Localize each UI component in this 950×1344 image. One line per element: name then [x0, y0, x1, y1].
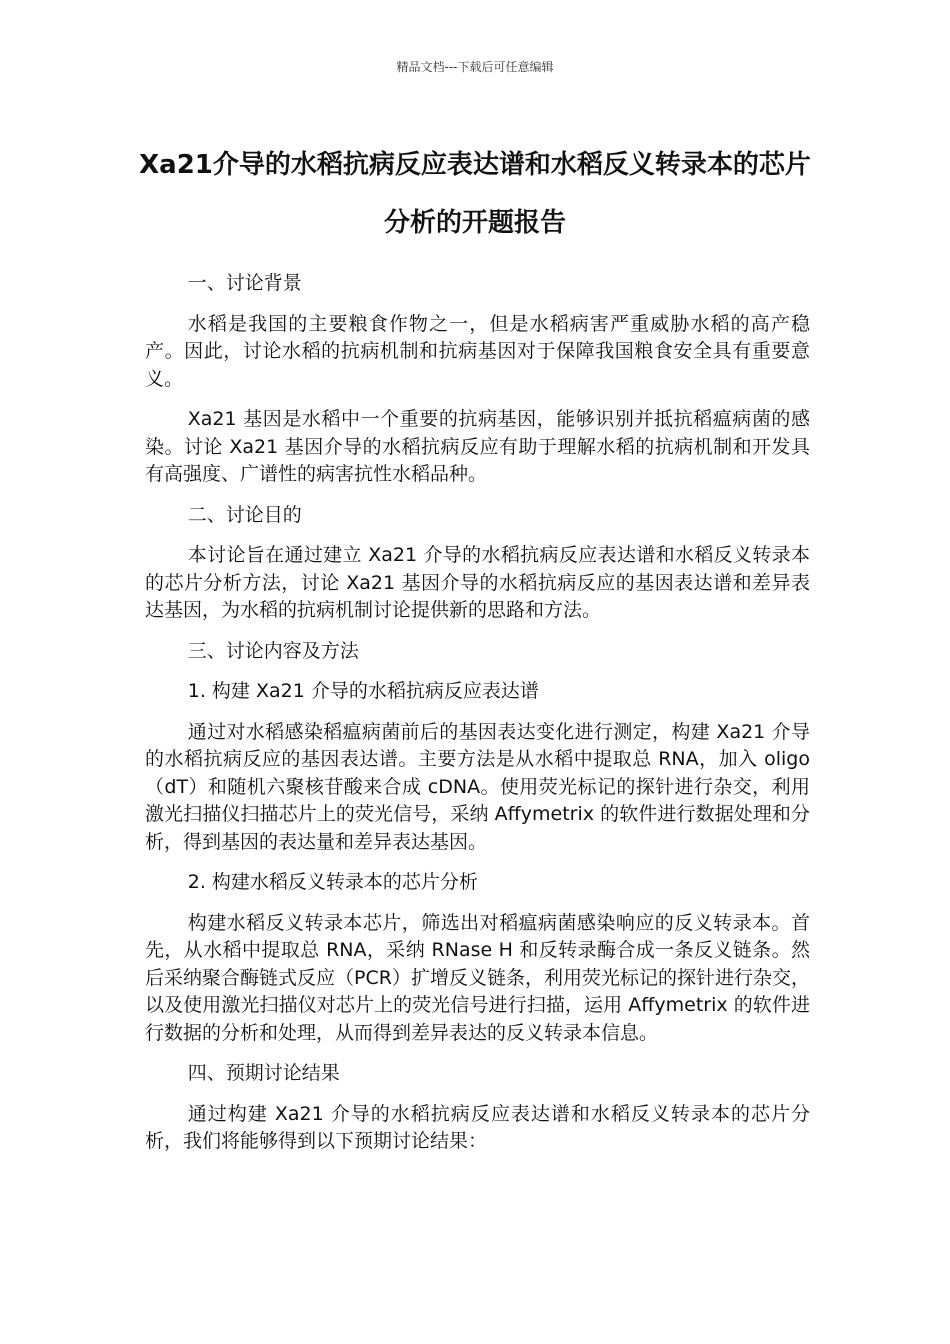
- paragraph-antisense-chip: 构建水稻反义转录本芯片，筛选出对稻瘟病菌感染响应的反义转录本。首先，从水稻中提取总 RNA，采纳 RNase H 和反转录酶合成一条反义链条。然后采纳聚合酶链式反应（PCR）扩增反义链条，利用荧光标记的探针进行杂交，以及使用激光扫描仪对芯片上的荧光信号进行扫描，运用 Affymetrix 的软件进行数据的分析和处理，从而得到差异表达的反义转录本信息。: [145, 911, 810, 1044]
- paragraph-expression-profile: 通过对水稻感染稻瘟病菌前后的基因表达变化进行测定，构建 Xa21 介导的水稻抗病反应的基因表达谱。主要方法是从水稻中提取总 RNA，加入 oligo（dT）和随机六聚核苷酸来合成 cDNA。使用荧光标记的探针进行杂交，利用激光扫描仪扫描芯片上的荧光信号，采纳 Affymetrix 的软件进行数据处理和分析，得到基因的表达量和差异表达基因。: [145, 720, 810, 853]
- document-title: Xa21介导的水稻抗病反应表达谱和水稻反义转录本的芯片分析的开题报告: [139, 150, 811, 238]
- page-header-note: 精品文档---下载后可任意编辑: [396, 60, 554, 74]
- section-heading-purpose: 二、讨论目的: [187, 503, 302, 526]
- document-body: [145, 270, 810, 1169]
- subsection-heading-expression-profile: 1. 构建 Xa21 介导的水稻抗病反应表达谱: [187, 680, 539, 702]
- subsection-heading-antisense-chip: 2. 构建水稻反义转录本的芯片分析: [187, 871, 478, 893]
- paragraph-background-1: 水稻是我国的主要粮食作物之一，但是水稻病害严重威胁水稻的高产稳产。因此，讨论水稻的抗病机制和抗病基因对于保障我国粮食安全具有重要意义。: [145, 312, 810, 390]
- paragraph-background-2: Xa21 基因是水稻中一个重要的抗病基因，能够识别并抵抗稻瘟病菌的感染。讨论 Xa21 基因介导的水稻抗病反应有助于理解水稻的抗病机制和开发具有高强度、广谱性的病害抗性水稻品种。: [145, 408, 810, 485]
- paragraph-expected-results: 通过构建 Xa21 介导的水稻抗病反应表达谱和水稻反义转录本的芯片分析，我们将能够得到以下预期讨论结果：: [145, 1102, 810, 1152]
- paragraph-purpose: 本讨论旨在通过建立 Xa21 介导的水稻抗病反应表达谱和水稻反义转录本的芯片分析方法，讨论 Xa21 基因介导的水稻抗病反应的基因表达谱和差异表达基因，为水稻的抗病机制讨论提供新的思路和方法。: [145, 544, 810, 621]
- section-heading-methods: 三、讨论内容及方法: [187, 639, 359, 662]
- section-heading-background: 一、讨论背景: [187, 272, 302, 294]
- section-heading-expected-results: 四、预期讨论结果: [187, 1062, 340, 1084]
